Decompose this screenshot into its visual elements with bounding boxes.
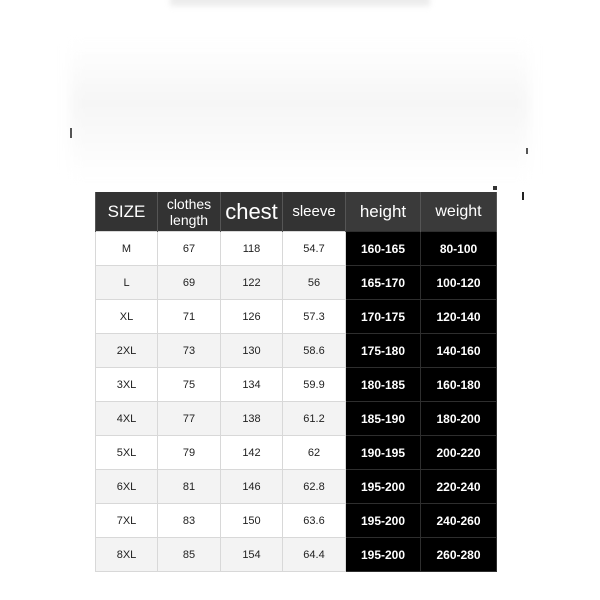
cell-clothes-length: 77 — [158, 402, 221, 436]
cell-height: 195-200 — [346, 470, 421, 504]
cell-weight: 260-280 — [421, 538, 497, 572]
cell-sleeve: 61.2 — [283, 402, 346, 436]
header-sleeve: sleeve — [283, 192, 346, 232]
table-row — [96, 402, 497, 436]
cell-clothes-length: 71 — [158, 300, 221, 334]
cell-clothes-length: 79 — [158, 436, 221, 470]
header-size: SIZE — [96, 192, 158, 232]
crop-mark — [526, 148, 528, 154]
cell-chest: 118 — [221, 232, 283, 266]
crop-mark — [70, 128, 72, 138]
cell-chest: 142 — [221, 436, 283, 470]
cell-weight: 240-260 — [421, 504, 497, 538]
cell-sleeve: 62.8 — [283, 470, 346, 504]
cell-size: 6XL — [96, 470, 158, 504]
size-chart-table — [95, 192, 497, 572]
cell-sleeve: 57.3 — [283, 300, 346, 334]
cell-sleeve: 62 — [283, 436, 346, 470]
table-row — [96, 504, 497, 538]
crop-mark — [493, 186, 497, 190]
table-row — [96, 300, 497, 334]
cell-weight: 140-160 — [421, 334, 497, 368]
cell-sleeve: 56 — [283, 266, 346, 300]
cell-height: 160-165 — [346, 232, 421, 266]
header-height: height — [346, 192, 421, 232]
cell-size: 2XL — [96, 334, 158, 368]
cell-height: 165-170 — [346, 266, 421, 300]
cell-size: 8XL — [96, 538, 158, 572]
cell-clothes-length: 85 — [158, 538, 221, 572]
blurred-top-banner — [170, 0, 430, 6]
cell-size: L — [96, 266, 158, 300]
cell-weight: 80-100 — [421, 232, 497, 266]
table-row — [96, 436, 497, 470]
cell-size: 5XL — [96, 436, 158, 470]
cell-sleeve: 54.7 — [283, 232, 346, 266]
table-row — [96, 266, 497, 300]
cell-height: 190-195 — [346, 436, 421, 470]
header-clothes-line2: length — [169, 211, 209, 228]
cell-clothes-length: 67 — [158, 232, 221, 266]
cell-chest: 150 — [221, 504, 283, 538]
header-weight: weight — [421, 192, 497, 232]
blurred-photo-area — [70, 40, 530, 180]
cell-size: 3XL — [96, 368, 158, 402]
cell-chest: 126 — [221, 300, 283, 334]
table-row — [96, 232, 497, 266]
header-clothes-line1: clothes — [166, 195, 212, 212]
cell-height: 195-200 — [346, 504, 421, 538]
table-row — [96, 470, 497, 504]
cell-weight: 180-200 — [421, 402, 497, 436]
cell-height: 180-185 — [346, 368, 421, 402]
cell-size: XL — [96, 300, 158, 334]
cell-clothes-length: 73 — [158, 334, 221, 368]
cell-chest: 130 — [221, 334, 283, 368]
cell-size: M — [96, 232, 158, 266]
cell-clothes-length: 81 — [158, 470, 221, 504]
header-chest: chest — [221, 192, 283, 232]
cell-clothes-length: 75 — [158, 368, 221, 402]
cell-sleeve: 63.6 — [283, 504, 346, 538]
cell-height: 170-175 — [346, 300, 421, 334]
cell-weight: 160-180 — [421, 368, 497, 402]
cell-weight: 220-240 — [421, 470, 497, 504]
cell-weight: 100-120 — [421, 266, 497, 300]
cell-size: 7XL — [96, 504, 158, 538]
cell-height: 185-190 — [346, 402, 421, 436]
table-row — [96, 538, 497, 572]
cell-chest: 146 — [221, 470, 283, 504]
cell-sleeve: 64.4 — [283, 538, 346, 572]
table-header-row — [96, 192, 497, 232]
cell-sleeve: 58.6 — [283, 334, 346, 368]
cell-chest: 138 — [221, 402, 283, 436]
cell-height: 195-200 — [346, 538, 421, 572]
cell-chest: 154 — [221, 538, 283, 572]
cell-chest: 134 — [221, 368, 283, 402]
header-clothes-length — [158, 192, 221, 232]
cell-weight: 120-140 — [421, 300, 497, 334]
cell-height: 175-180 — [346, 334, 421, 368]
crop-mark — [522, 192, 524, 200]
table-row — [96, 334, 497, 368]
cell-clothes-length: 83 — [158, 504, 221, 538]
cell-weight: 200-220 — [421, 436, 497, 470]
table-row — [96, 368, 497, 402]
cell-sleeve: 59.9 — [283, 368, 346, 402]
cell-size: 4XL — [96, 402, 158, 436]
cell-clothes-length: 69 — [158, 266, 221, 300]
cell-chest: 122 — [221, 266, 283, 300]
